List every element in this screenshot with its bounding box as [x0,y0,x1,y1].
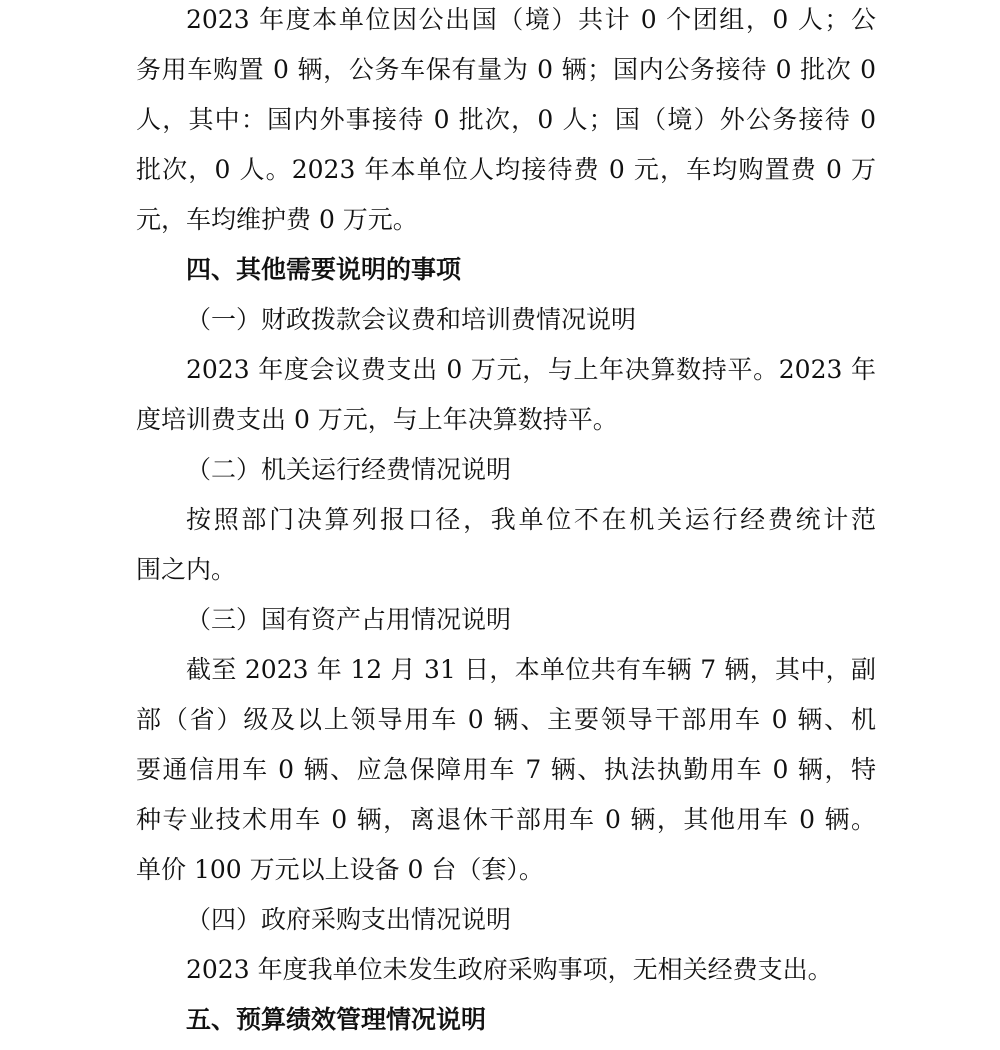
paragraph-line: 截至 2023 年 12 月 31 日，本单位共有车辆 7 辆，其中，副 [186,655,876,684]
paragraph-line: 要通信用车 0 辆、应急保障用车 7 辆、执法执勤用车 0 辆，特 [136,755,876,784]
paragraph-line: 度培训费支出 0 万元，与上年决算数持平。 [136,405,618,434]
subsection-heading: （二）机关运行经费情况说明 [186,455,512,484]
paragraph-line: 务用车购置 0 辆，公务车保有量为 0 辆；国内公务接待 0 批次 0 [136,55,876,84]
subsection-heading: （一）财政拨款会议费和培训费情况说明 [186,305,637,334]
paragraph-line: 按照部门决算列报口径，我单位不在机关运行经费统计范 [186,505,876,534]
subsection-heading: （三）国有资产占用情况说明 [186,605,512,634]
paragraph-line: 元，车均维护费 0 万元。 [136,205,418,234]
paragraph-line: 2023 年度本单位因公出国（境）共计 0 个团组，0 人；公 [186,5,876,34]
paragraph-line: 2023 年度我单位未发生政府采购事项，无相关经费支出。 [186,955,833,984]
paragraph-line: 单价 100 万元以上设备 0 台（套）。 [136,855,544,884]
paragraph-line: 围之内。 [136,555,237,584]
paragraph-line: 部（省）级及以上领导用车 0 辆、主要领导干部用车 0 辆、机 [136,705,876,734]
subsection-heading: （四）政府采购支出情况说明 [186,905,512,934]
paragraph-line: 种专业技术用车 0 辆，离退休干部用车 0 辆，其他用车 0 辆。 [136,805,876,834]
section-heading: 五、预算绩效管理情况说明 [186,1005,487,1034]
paragraph-line: 2023 年度会议费支出 0 万元，与上年决算数持平。2023 年 [186,355,876,384]
section-heading: 四、其他需要说明的事项 [186,255,462,284]
paragraph-line: 人，其中：国内外事接待 0 批次，0 人；国（境）外公务接待 0 [136,105,876,134]
paragraph-line: 批次，0 人。2023 年本单位人均接待费 0 元，车均购置费 0 万 [136,155,876,184]
